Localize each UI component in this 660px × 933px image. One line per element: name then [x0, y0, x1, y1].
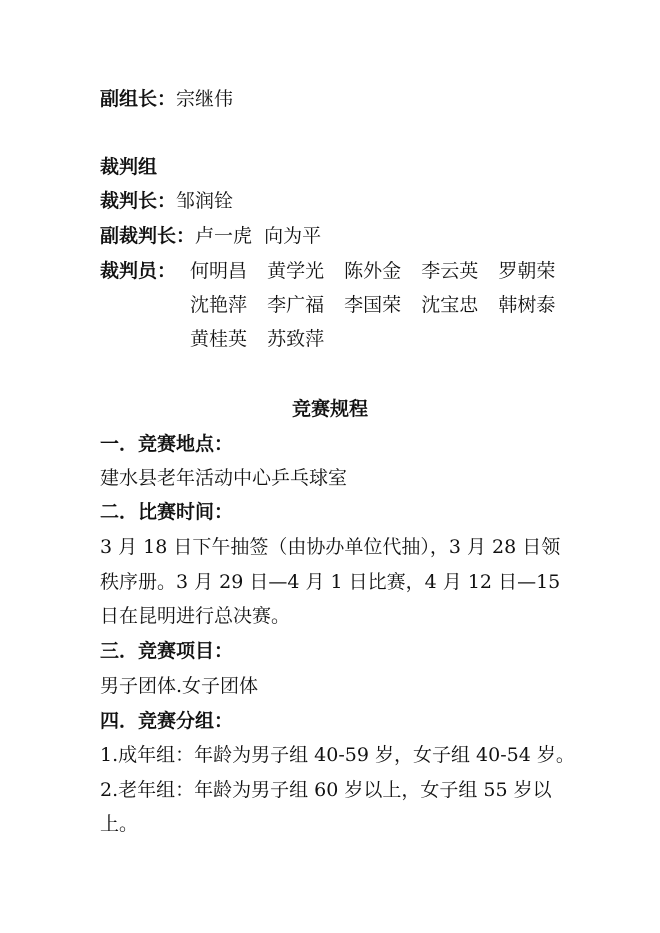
- section-text-time-1: 3 月 18 日下午抽签（由协办单位代抽），3 月 28 日领: [100, 536, 561, 558]
- referees-row-1: 何明昌 黄学光 陈外金 李云英 罗朝荣: [190, 260, 556, 282]
- referees-row-2: 沈艳萍 李广福 李国荣 沈宝忠 韩树泰: [190, 294, 556, 316]
- section-heading-venue: 一．竞赛地点：: [100, 433, 234, 455]
- section-text-time-3: 日在昆明进行总决赛。: [100, 605, 291, 627]
- section-text-groups-1: 1.成年组：年龄为男子组 40-59 岁，女子组 40-54 岁。: [100, 744, 575, 766]
- section-text-groups-2: 2.老年组：年龄为男子组 60 岁以上，女子组 55 岁以: [100, 779, 552, 801]
- deputy-referee-label: 副裁判长：: [100, 225, 196, 247]
- deputy-referee-names: 卢一虎 向为平: [195, 225, 322, 247]
- deputy-referee-line: [100, 224, 321, 248]
- vice-leader-line: [100, 87, 233, 111]
- chief-referee-label: 裁判长：: [100, 190, 177, 212]
- vice-leader-name: 宗继伟: [176, 88, 234, 110]
- vice-leader-label: 副组长：: [100, 88, 177, 110]
- section-heading-events: 三．竞赛项目：: [100, 640, 234, 662]
- chief-referee-name: 邹润铨: [176, 190, 234, 212]
- section-text-groups-3: 上。: [100, 813, 139, 835]
- section-text-events: 男子团体.女子团体: [100, 675, 259, 697]
- section-heading-groups: 四．竞赛分组：: [100, 710, 234, 732]
- referees-row-3: 黄桂英 苏致萍: [190, 328, 325, 350]
- section-text-time-2: 秩序册。3 月 29 日—4 月 1 日比赛，4 月 12 日—15: [100, 571, 561, 593]
- section-text-venue: 建水县老年活动中心乒乓球室: [100, 467, 348, 489]
- section-heading-time: 二．比赛时间：: [100, 501, 234, 523]
- referees-label: 裁判员：: [100, 260, 177, 282]
- chief-referee-line: [100, 189, 233, 213]
- referee-group-title: 裁判组: [100, 156, 158, 178]
- rules-title: 竞赛规程: [291, 398, 368, 420]
